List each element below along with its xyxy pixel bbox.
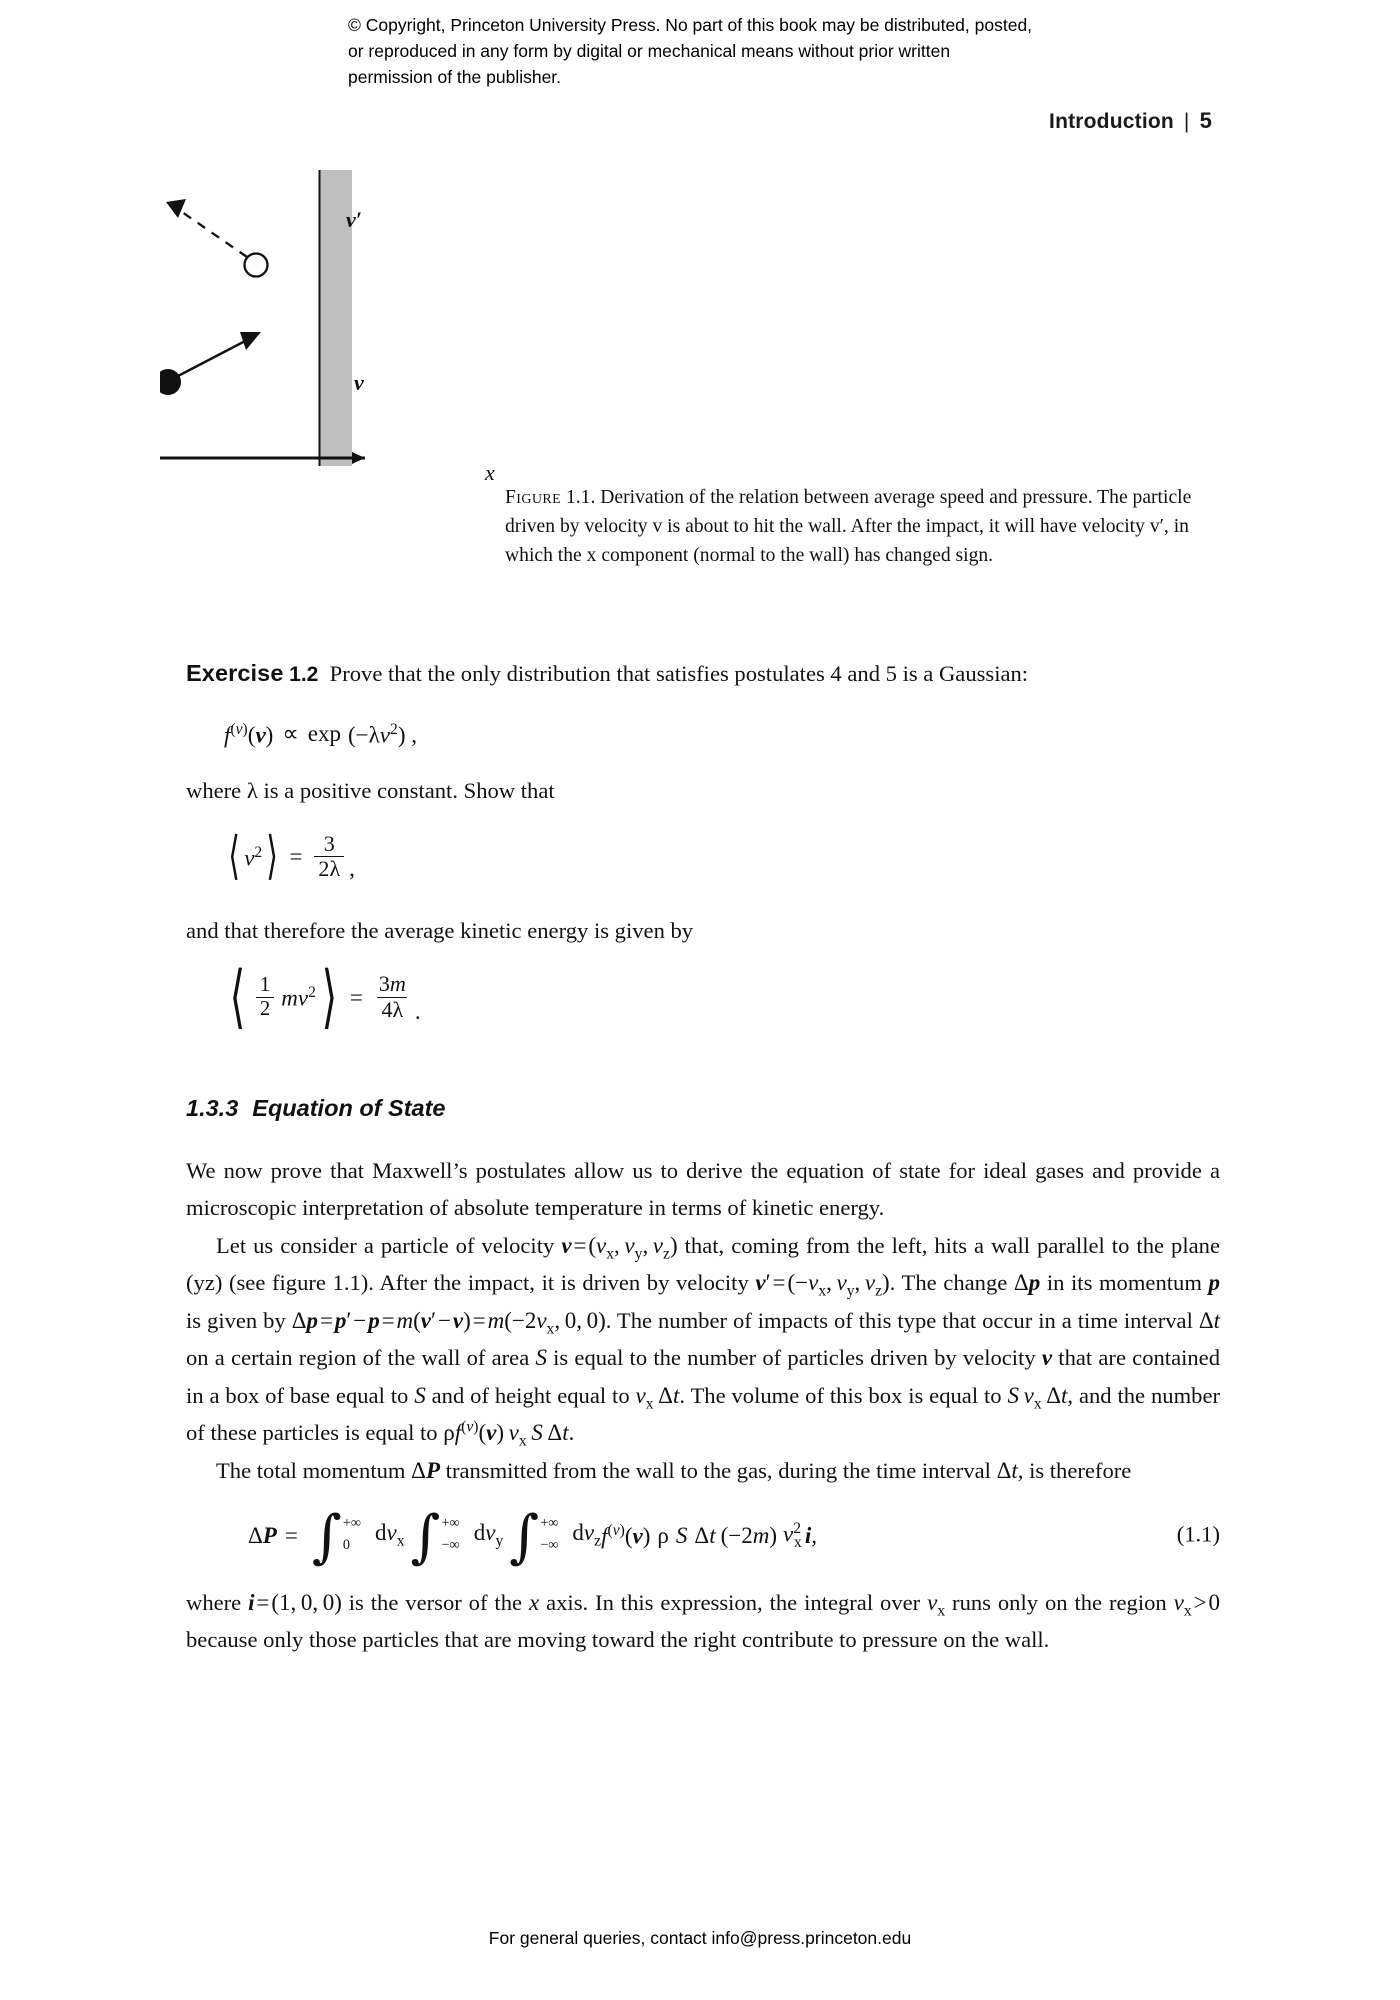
p2-math-S-a: S (535, 1345, 547, 1371)
page-body (186, 655, 1220, 1659)
exercise-equation-1: $f^{(v)}(v)$ ∝ exp $(-\lambda v^2)$ , (224, 720, 417, 748)
p2-math-deltap: Δp (1013, 1270, 1041, 1296)
p2-part1: Let us consider a particle of velocity (216, 1232, 562, 1258)
running-head-chapter-title: Introduction (1049, 110, 1174, 133)
p4-part1: where (186, 1589, 249, 1615)
integral-2: ∫ +∞ −∞ (410, 1502, 460, 1570)
section-paragraph-2 (186, 1227, 1220, 1452)
exercise-equation-3: ⟨ $\frac{1}{2}$ $mv^2$ ⟩ = $\frac{3m}{4\lambda}$ . (229, 956, 421, 1037)
p2-math-S-vx-deltat: S $v_x$ Δt (1007, 1382, 1068, 1413)
p4-part3: axis. In this expression, the integral over (539, 1589, 928, 1615)
x-axis-arrowhead (352, 452, 365, 464)
text-after-equation-2: and that therefore the average kinetic energy is given by (186, 918, 694, 944)
exercise-equation-2: ⟨ $v^2$ ⟩ = $\frac{3}{2\lambda}$ , (228, 826, 355, 887)
p4-math-vx-a: $v_x$ (927, 1589, 946, 1620)
running-head-separator: | (1183, 110, 1190, 133)
x-axis-label: x (485, 460, 495, 485)
p2-math-deltat-a: Δt (1198, 1307, 1220, 1333)
velocity-v-arrowhead (240, 332, 261, 350)
figure-1-1 (0, 170, 1400, 610)
p4-math-x: x (528, 1589, 540, 1615)
p2-math-v-bold: v (1041, 1345, 1053, 1371)
exercise-heading: Exercise (186, 660, 284, 686)
running-head (1049, 108, 1212, 134)
p2-part8: is equal to the number of particles driven by velocity (546, 1345, 1042, 1371)
p3-part2: transmitted from the wall to the gas, during the time interval (440, 1457, 997, 1483)
p3-part1: The total momentum (216, 1457, 412, 1483)
p2-part3: . The change (889, 1270, 1014, 1296)
incoming-particle (160, 369, 181, 395)
numbered-equation-1-1: ΔP = ∫ +∞ 0 $dv_x$ ∫ +∞ −∞ $dv_y$ ∫ +∞ −∞ $dv_z$ $f^{(v)}(v)$ ρ S Δt (−2m) $v^2_x$ i , (1.1) (248, 1502, 1220, 1570)
integral-1: ∫ +∞ 0 (311, 1502, 362, 1570)
p2-part4: in its momentum (1040, 1270, 1209, 1296)
equation-number: (1.1) (1176, 1522, 1220, 1548)
section-number: 1.3.3 (186, 1094, 239, 1121)
section-paragraph-1: We now prove that Maxwell’s postulates allow us to derive the equation of state for ideal gases and provide a microscopic interpretation of absolute temperature in terms of kinetic energy. (186, 1157, 1220, 1221)
velocity-vprime-arrow-shaft (182, 212, 247, 257)
incoming-vector-label: v (354, 370, 364, 395)
p2-part11: . The volume of this box is equal to (679, 1382, 1008, 1408)
exercise-paragraph (186, 655, 1220, 694)
copyright-notice: © Copyright, Princeton University Press. No part of this book may be distributed, posted, or reproduced in any form by digital or mechanical means without prior written permission of the publisher. (348, 15, 1033, 87)
p2-part10: and of height equal to (425, 1382, 636, 1408)
p2-math-S-b: S (414, 1382, 426, 1408)
outgoing-particle (245, 254, 268, 277)
footer-query-notice: For general queries, contact info@press.princeton.edu (488, 1928, 912, 1948)
p4-math-versor: i = (1, 0, 0) (248, 1589, 342, 1615)
p2-part9: that are contained in a box of base equal to (186, 1345, 1221, 1408)
page-number: 5 (1199, 108, 1212, 133)
text-after-equation-1: where λ is a positive constant. Show that (186, 778, 555, 804)
p4-part4: runs only on the region (945, 1589, 1174, 1615)
section-paragraph-3 (186, 1452, 1220, 1490)
p2-part12: , and the number of these particles is equal to (186, 1382, 1220, 1446)
integral-3: ∫ +∞ −∞ (509, 1502, 559, 1570)
p3-part3: , is therefore (1017, 1457, 1132, 1483)
figure-caption (505, 483, 1223, 570)
figure-caption-number: 1.1. (565, 487, 596, 508)
section-heading (186, 1095, 1220, 1122)
figure-caption-label: Figure (505, 487, 562, 508)
p2-part2: that, coming from the left, hits a wall parallel to the plane (yz) (see figure 1.1). After the impact, it is driven by velocity (186, 1232, 1220, 1296)
exercise-statement: Prove that the only distribution that satisfies postulates 4 and 5 is a Gaussian: (329, 661, 1029, 686)
p2-math-p: p (1208, 1270, 1221, 1296)
figure-caption-text: Derivation of the relation between average speed and pressure. The particle driven by velocity v is about to hit the wall. After the impact, it will have velocity v′, in which the x component (normal to the wall) has changed sign. (505, 487, 1192, 566)
p2-math-rho-f: $\rho f^{(v)}(v)$ $v_x$ S Δt. (443, 1418, 575, 1450)
exercise-number: 1.2 (289, 663, 319, 686)
p3-math-deltaP: ΔP (411, 1457, 441, 1483)
p4-math-vx-positive: $v_x$ > 0 (1173, 1589, 1220, 1620)
p2-math-deltap-expansion: Δp = p′ − p = m(v′ − v) = $m(-2v_x$, 0, 0) (291, 1307, 606, 1338)
p2-part5: is given by (186, 1307, 292, 1333)
p2-math-vx-deltat: $v_x$ Δt (635, 1382, 680, 1413)
section-paragraph-4 (186, 1584, 1220, 1659)
velocity-v-arrow-shaft (178, 339, 249, 376)
p2-part6: . The number of impacts of this type that occur in a time interval (605, 1307, 1199, 1333)
section-title: Equation of State (252, 1094, 446, 1121)
figure-diagram (160, 170, 520, 490)
p4-part5: because only those particles that are moving toward the right contribute to pressure on the wall. (186, 1627, 1050, 1653)
p2-math-vprime: v′ = ($-v_x$, $v_y$, $v_z$) (755, 1270, 890, 1300)
p4-part2: is the versor of the (341, 1589, 529, 1615)
p2-math-velocity: v = ($v_x$, $v_y$, $v_z$) (561, 1232, 678, 1263)
outgoing-vector-label: v′ (346, 207, 362, 232)
p3-math-deltat: Δt (996, 1457, 1018, 1483)
p2-part7: on a certain region of the wall of area (186, 1345, 536, 1371)
velocity-vprime-arrowhead (166, 199, 186, 218)
